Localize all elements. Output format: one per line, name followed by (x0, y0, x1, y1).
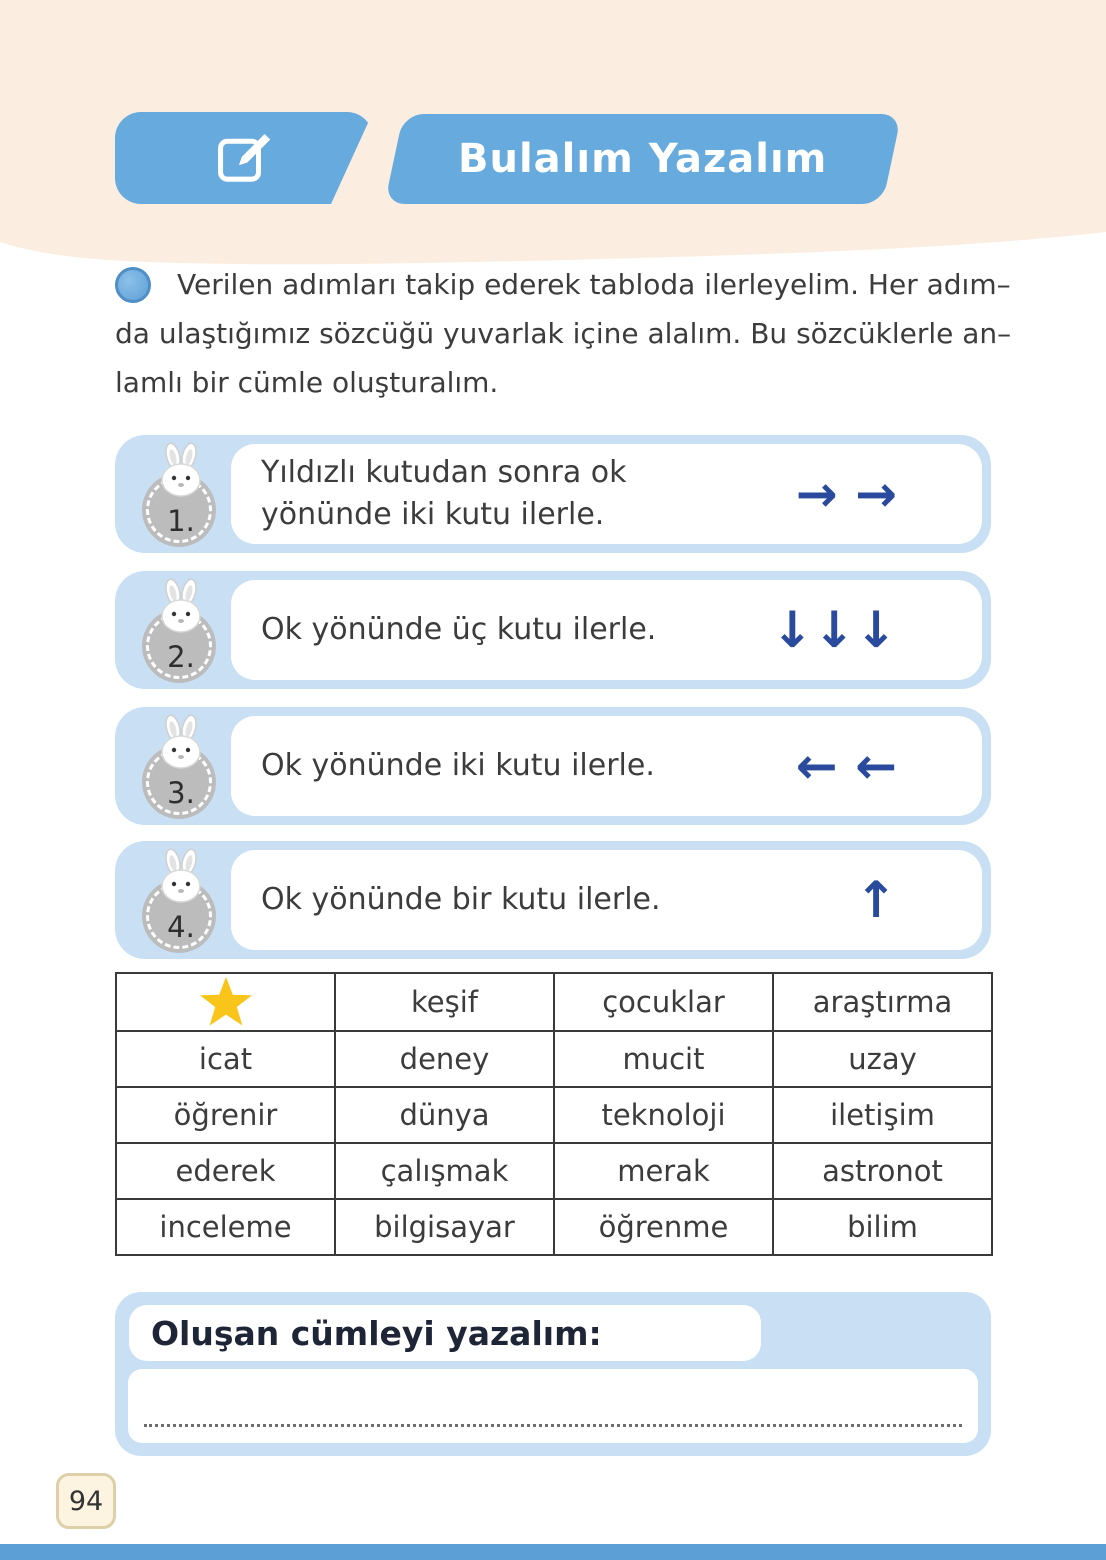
answer-box (115, 1292, 991, 1456)
up-arrow-icon: ↑ (855, 871, 897, 929)
star-cell (116, 973, 335, 1031)
step-number: 4. (167, 910, 195, 944)
page-number-badge (56, 1473, 116, 1529)
step-card-1 (115, 435, 991, 553)
down-arrows-icon: ↓↓↓ (771, 601, 897, 659)
step-number: 2. (167, 640, 195, 674)
word-cell: öğrenme (554, 1199, 773, 1255)
word-cell: öğrenir (116, 1087, 335, 1143)
word-cell: astronot (773, 1143, 992, 1199)
instruction-paragraph (115, 260, 1045, 407)
star-icon (198, 975, 254, 1029)
step-card-3 (115, 707, 991, 825)
answer-label: Oluşan cümleyi yazalım: (151, 1313, 602, 1353)
table-row (116, 1143, 992, 1199)
word-cell: çalışmak (335, 1143, 554, 1199)
word-cell: bilgisayar (335, 1199, 554, 1255)
step-card-2 (115, 571, 991, 689)
word-cell: bilim (773, 1199, 992, 1255)
step-text: Ok yönünde bir kutu ilerle. (261, 882, 661, 917)
page-number: 94 (68, 1485, 104, 1517)
answer-writing-area[interactable] (128, 1369, 978, 1443)
page-title: Bulalım Yazalım (458, 136, 828, 182)
word-table (115, 972, 993, 1256)
word-cell: araştırma (773, 973, 992, 1031)
bunny-icon (149, 714, 213, 770)
word-cell: çocuklar (554, 973, 773, 1031)
word-cell: keşif (335, 973, 554, 1031)
title-banner (384, 114, 901, 204)
table-row (116, 1199, 992, 1255)
bunny-icon (149, 848, 213, 904)
word-cell: mucit (554, 1031, 773, 1087)
table-row (116, 973, 992, 1031)
word-cell: merak (554, 1143, 773, 1199)
table-row (116, 1087, 992, 1143)
word-cell: teknoloji (554, 1087, 773, 1143)
step-text: Ok yönünde üç kutu ilerle. (261, 612, 657, 647)
instruction-line-1: Verilen adımları takip ederek tabloda ilerleyelim. Her adım– (177, 268, 1011, 301)
bunny-icon (149, 578, 213, 634)
step-number: 3. (167, 776, 195, 810)
word-cell: icat (116, 1031, 335, 1087)
answer-label-pill (129, 1305, 761, 1361)
step-content (231, 850, 982, 950)
word-cell: inceleme (116, 1199, 335, 1255)
table-row (116, 1031, 992, 1087)
edit-pencil-icon (215, 129, 273, 187)
word-cell: dünya (335, 1087, 554, 1143)
step-text: Yıldızlı kutudan sonra ok yönünde iki kutu ilerle. (261, 455, 627, 532)
step-number: 1. (167, 504, 195, 538)
edit-banner (115, 112, 373, 204)
step-badge-2 (139, 578, 223, 683)
step-text: Ok yönünde iki kutu ilerle. (261, 748, 655, 783)
instruction-line-3: lamlı bir cümle oluşturalım. (115, 366, 499, 399)
word-cell: uzay (773, 1031, 992, 1087)
step-badge-3 (139, 714, 223, 819)
instruction-line-2: da ulaştığımız sözcüğü yuvarlak içine alalım. Bu sözcüklerle an– (115, 317, 1012, 350)
step-badge-1 (139, 442, 223, 547)
step-content (231, 716, 982, 816)
footer-bar (0, 1544, 1106, 1560)
left-arrows-icon: ← ← (795, 737, 897, 795)
step-content (231, 580, 982, 680)
step-badge-4 (139, 848, 223, 953)
step-content (231, 444, 982, 544)
right-arrows-icon: → → (795, 465, 897, 523)
step-card-4 (115, 841, 991, 959)
bullet-dot-icon (115, 267, 151, 303)
word-cell: deney (335, 1031, 554, 1087)
word-cell: ederek (116, 1143, 335, 1199)
word-cell: iletişim (773, 1087, 992, 1143)
answer-dotted-line[interactable] (144, 1397, 962, 1427)
bunny-icon (149, 442, 213, 498)
